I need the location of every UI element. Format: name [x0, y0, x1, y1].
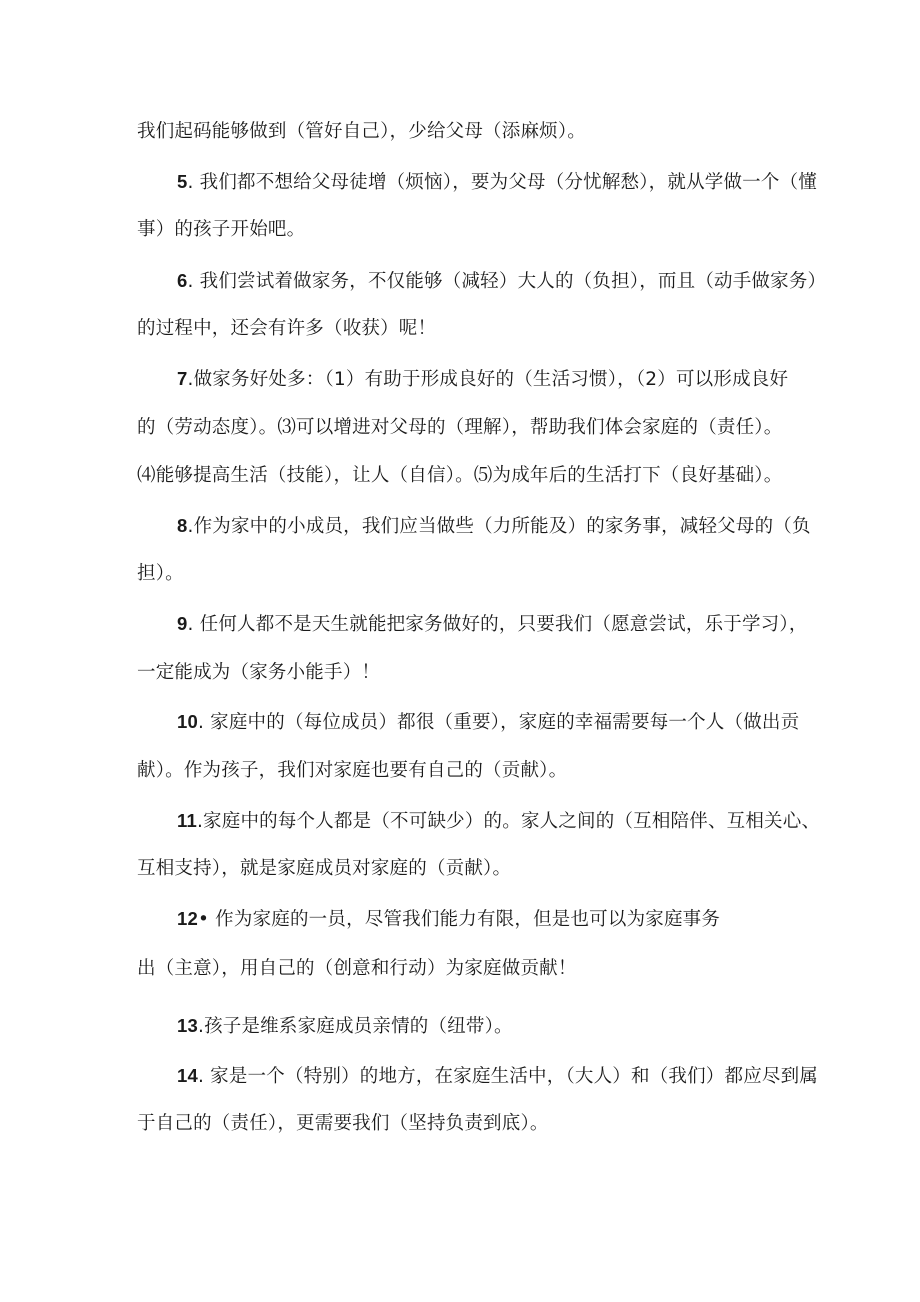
line-text: . 我们尝试着做家务，不仅能够（减轻）大人的（负担），而且（动手做家务） — [187, 271, 827, 292]
line-text: .做家务好处多：（1）有助于形成良好的（生活习惯），（2）可以形成良好 — [187, 369, 789, 390]
line-text: 献）。作为孩子，我们对家庭也要有自己的（贡献）。 — [137, 760, 568, 781]
line-text: 我们起码能够做到（管好自己），少给父母（添麻烦）。 — [137, 121, 587, 142]
line-text: . 我们都不想给父母徒增（烦恼），要为父母（分忧解愁），就从学做一个（懂 — [187, 172, 817, 193]
item-9-line-1 — [177, 612, 808, 637]
item-7-line-2 — [137, 416, 782, 440]
item-number: 13 — [177, 1015, 198, 1036]
item-8-line-2 — [137, 562, 184, 586]
item-14-line-2 — [137, 1112, 549, 1136]
item-number: 9 — [177, 613, 188, 634]
item-10-line-2 — [137, 759, 567, 783]
line-text: . 家庭中的（每位成员）都很（重要），家庭的幸福需要每一个人（做出贡 — [197, 712, 800, 733]
item-14-line-1 — [177, 1064, 818, 1089]
line-text: 互相支持），就是家庭成员对家庭的（贡献）。 — [137, 858, 512, 879]
item-13-line-1 — [177, 1014, 513, 1039]
line-text: 出（主意），用自己的（创意和行动）为家庭做贡献！ — [137, 958, 577, 979]
item-9-line-2 — [137, 661, 380, 685]
line-text: 于自己的（责任），更需要我们（坚持负责到底）。 — [137, 1113, 549, 1134]
line-text: .作为家中的小成员，我们应当做些（力所能及）的家务事，减轻父母的（负 — [187, 516, 811, 537]
item-number: 5 — [177, 171, 188, 192]
item-number: 6 — [177, 270, 188, 291]
line-text: 的（劳动态度）。⑶可以增进对父母的（理解），帮助我们体会家庭的（责任）。 — [137, 417, 783, 438]
item-11-line-1 — [177, 809, 820, 834]
item-number: 7 — [177, 368, 188, 389]
line-text: 事）的孩子开始吧。 — [137, 219, 306, 240]
item-number: 11 — [177, 810, 197, 831]
item-11-line-2 — [137, 857, 511, 881]
item-10-line-1 — [177, 710, 799, 735]
line-text: .孩子是维系家庭成员亲情的（纽带）。 — [197, 1016, 513, 1037]
line-text: . 家是一个（特别）的地方，在家庭生活中，（大人）和（我们）都应尽到属 — [197, 1066, 818, 1087]
item-6-line-1 — [177, 269, 826, 294]
item-12-line-1 — [177, 907, 720, 932]
item-5-line-1 — [177, 170, 817, 195]
item-5-line-2 — [137, 218, 305, 242]
line-text: 的过程中，还会有许多（收获）呢！ — [137, 318, 437, 339]
item-number: 14 — [177, 1065, 198, 1086]
line-text: • 作为家庭的一员，尽管我们能力有限，但是也可以为家庭事务 — [197, 909, 721, 930]
item-number: 8 — [177, 515, 188, 536]
item-number: 12 — [177, 908, 198, 929]
line-text: 担）。 — [137, 563, 184, 584]
line-text: ⑷能够提高生活（技能），让人（自信）。⑸为成年后的生活打下（良好基础）。 — [137, 465, 783, 486]
item-7-line-1 — [177, 367, 788, 392]
line-text: . 任何人都不是天生就能把家务做好的，只要我们（愿意尝试，乐于学习）， — [187, 614, 808, 635]
item-8-line-1 — [177, 514, 811, 539]
item-number: 10 — [177, 711, 198, 732]
line-text: 一定能成为（家务小能手）！ — [137, 662, 381, 683]
line-text: .家庭中的每个人都是（不可缺少）的。家人之间的（互相陪伴、互相关心、 — [196, 811, 821, 832]
item-7-line-3 — [137, 464, 782, 488]
item-6-line-2 — [137, 317, 436, 341]
item-12-line-2 — [137, 957, 577, 981]
text-line-1 — [137, 120, 586, 144]
